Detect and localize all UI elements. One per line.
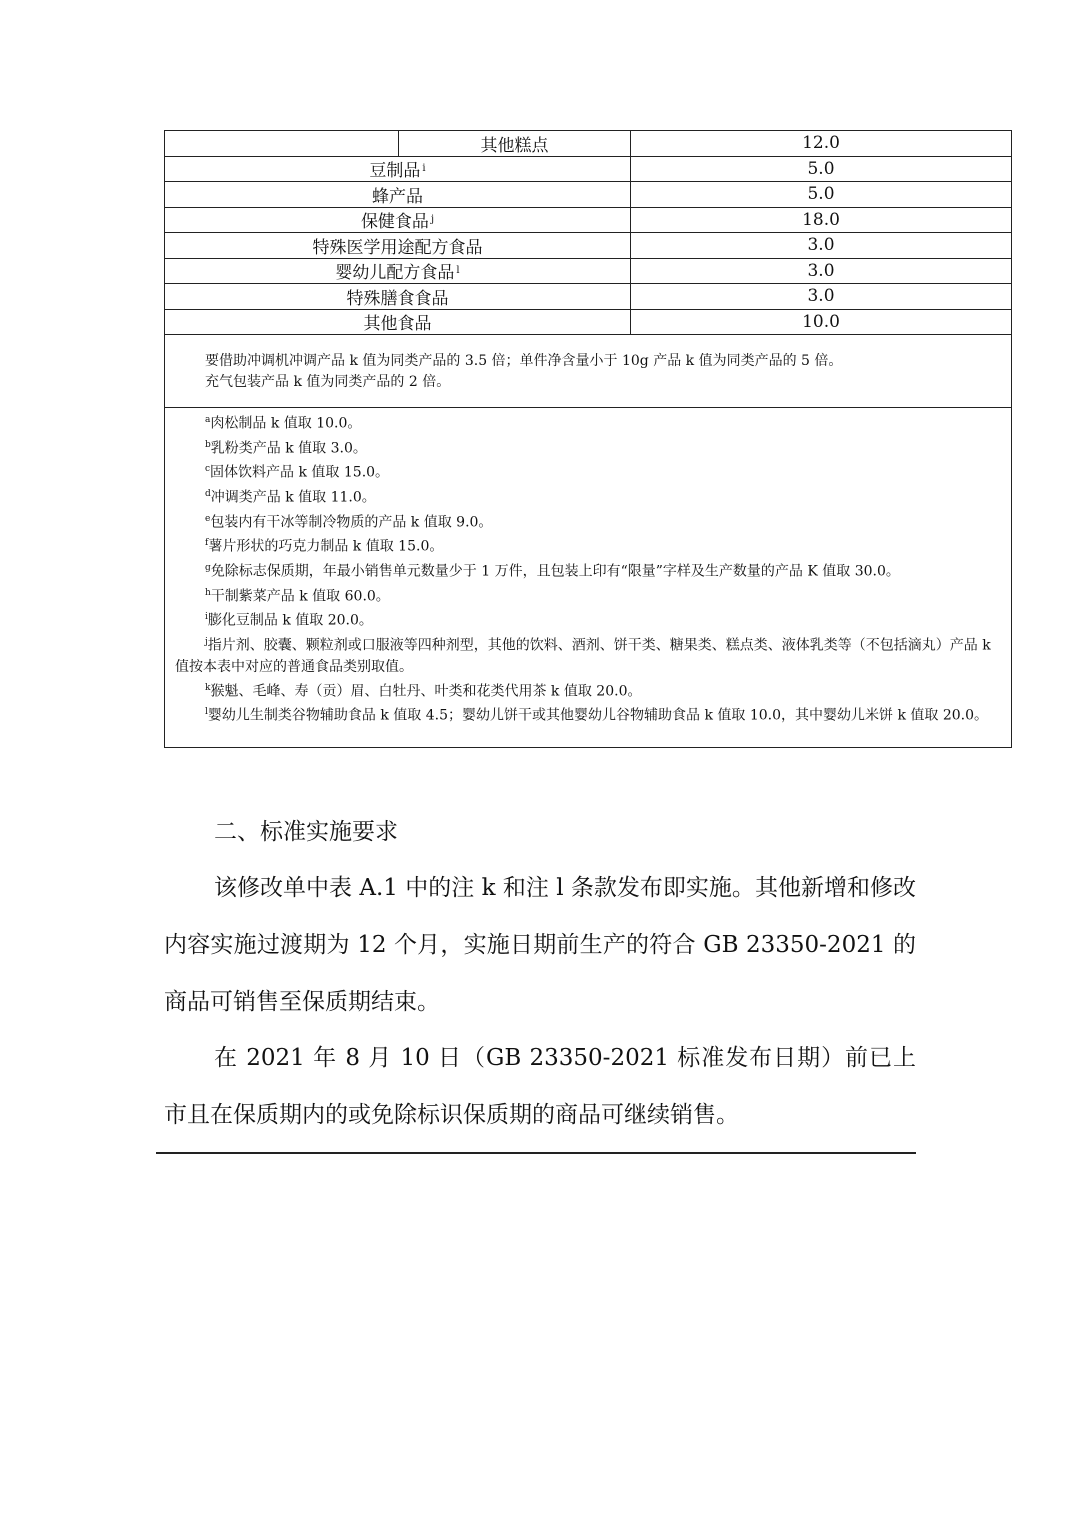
body-paragraph: 该修改单中表 A.1 中的注 k 和注 l 条款发布即实施。其他新增和修改内容实施过渡期为 12 个月，实施日期前生产的符合 GB 23350-2021 的商品可销售至保质期结束。	[164, 875, 916, 1015]
footnote-text: 指片剂、胶囊、颗粒剂或口服液等四种剂型，其他的饮料、酒剂、饼干类、糖果类、糕点类、液体乳类等（不包括滴丸）产品 k 值按本表中对应的普通食品类别取值。	[175, 637, 991, 675]
table-cell-category	[165, 233, 631, 258]
table-row	[165, 208, 1011, 234]
k-value: 5.0	[807, 158, 835, 179]
table-cell-category	[165, 157, 631, 182]
footnote-text: 包装内有干冰等制冷物质的产品 k 值取 9.0。	[210, 514, 493, 531]
footnote-text: 免除标志保质期，年最小销售单元数量少于 1 万件，且包装上印有“限量”字样及生产数量的产品 K 值取 30.0。	[210, 563, 900, 580]
footnote-mark: j	[205, 636, 208, 647]
footnote-text: 冲调类产品 k 值取 11.0。	[210, 489, 376, 506]
footnote-mark: f	[205, 538, 209, 549]
end-rule-divider	[156, 1152, 916, 1154]
category-label: 婴幼儿配方食品	[335, 263, 455, 284]
category-label: 特殊医学用途配方食品	[312, 237, 483, 258]
footnote-text: 薯片形状的巧克力制品 k 值取 15.0。	[208, 538, 444, 555]
table-cell-k-value	[631, 182, 1011, 207]
category-label: 其他糕点	[480, 135, 549, 156]
table-cell-k-value	[631, 284, 1011, 309]
table-row	[165, 310, 1011, 336]
footnote-mark: g	[205, 562, 211, 573]
footnote-mark: b	[205, 439, 211, 450]
category-label: 其他食品	[363, 314, 432, 335]
table-footnotes	[165, 408, 1011, 747]
footnote	[175, 410, 1001, 435]
k-value: 12.0	[802, 133, 840, 154]
footnote-mark: k	[205, 682, 211, 693]
footnote-text: 膨化豆制品 k 值取 20.0。	[207, 612, 373, 629]
table-row	[165, 157, 1011, 183]
footnote	[175, 558, 1001, 583]
k-value-table	[164, 130, 1012, 748]
footnote-marker: l	[456, 265, 460, 277]
table-cell-k-value	[631, 208, 1011, 233]
footnote	[175, 435, 1001, 460]
k-value: 18.0	[802, 209, 840, 230]
footnote-text: 乳粉类产品 k 值取 3.0。	[210, 440, 367, 457]
footnote-text: 猴魁、毛峰、寿（贡）眉、白牡丹、叶类和花类代用茶 k 值取 20.0。	[210, 683, 642, 700]
category-label: 豆制品	[369, 161, 421, 182]
table-cell-category	[165, 208, 631, 233]
footnote	[175, 509, 1001, 534]
footnote	[175, 607, 1001, 632]
table-cell-k-value	[631, 131, 1011, 156]
footnote	[175, 632, 1001, 678]
table-cell-k-value	[631, 259, 1011, 284]
table-cell-k-value	[631, 157, 1011, 182]
table-cell-k-value	[631, 310, 1011, 335]
footnote-marker: i	[422, 163, 426, 175]
footnote-mark: d	[205, 488, 211, 499]
table-row	[165, 182, 1011, 208]
footnote-text: 干制紫菜产品 k 值取 60.0。	[210, 588, 390, 605]
table-cell-category	[165, 310, 631, 335]
k-value: 3.0	[807, 235, 835, 256]
footnote	[175, 484, 1001, 509]
k-value: 3.0	[807, 286, 835, 307]
table-notes	[165, 335, 1011, 408]
footnote-mark: l	[205, 707, 208, 718]
k-value: 10.0	[802, 311, 840, 332]
k-value: 3.0	[807, 260, 835, 281]
table-note: 充气包装产品 k 值为同类产品的 2 倍。	[205, 374, 451, 390]
footnote	[175, 702, 1001, 727]
table-note: 要借助冲调机冲调产品 k 值为同类产品的 3.5 倍；单件净含量小于 10g 产品 k 值为同类产品的 5 倍。	[205, 353, 843, 369]
footnote-mark: e	[205, 513, 211, 524]
footnote-marker: j	[430, 214, 435, 226]
footnote-mark: i	[205, 612, 208, 623]
table-row	[165, 131, 1011, 157]
table-cell-parent-category	[165, 131, 399, 156]
table-row	[165, 233, 1011, 259]
category-label: 保健食品	[360, 212, 429, 233]
table-row	[165, 259, 1011, 285]
table-cell-k-value	[631, 233, 1011, 258]
section-heading: 二、标准实施要求	[214, 819, 398, 845]
table-cell-category	[165, 182, 631, 207]
footnote-text: 固体饮料产品 k 值取 15.0。	[210, 464, 390, 481]
category-label: 蜂产品	[372, 186, 423, 207]
footnote	[175, 459, 1001, 484]
footnote	[175, 533, 1001, 558]
table-row	[165, 284, 1011, 310]
table-cell-category	[165, 284, 631, 309]
table-cell-category	[399, 131, 631, 156]
footnote-mark: a	[205, 415, 211, 425]
footnote-mark: c	[205, 464, 211, 475]
footnote	[175, 583, 1001, 608]
body-paragraph: 在 2021 年 8 月 10 日（GB 23350-2021 标准发布日期）前已上市且在保质期内的或免除标识保质期的商品可继续销售。	[164, 1045, 916, 1128]
category-label: 特殊膳食食品	[346, 288, 449, 309]
footnote	[175, 678, 1001, 703]
k-value: 5.0	[807, 184, 835, 205]
footnote-text: 婴幼儿生制类谷物辅助食品 k 值取 4.5；婴幼儿饼干或其他婴幼儿谷物辅助食品 k 值取 10.0，其中婴幼儿米饼 k 值取 20.0。	[207, 707, 988, 724]
table-cell-category	[165, 259, 631, 284]
footnote-text: 肉松制品 k 值取 10.0。	[210, 415, 362, 432]
footnote-mark: h	[205, 587, 211, 598]
